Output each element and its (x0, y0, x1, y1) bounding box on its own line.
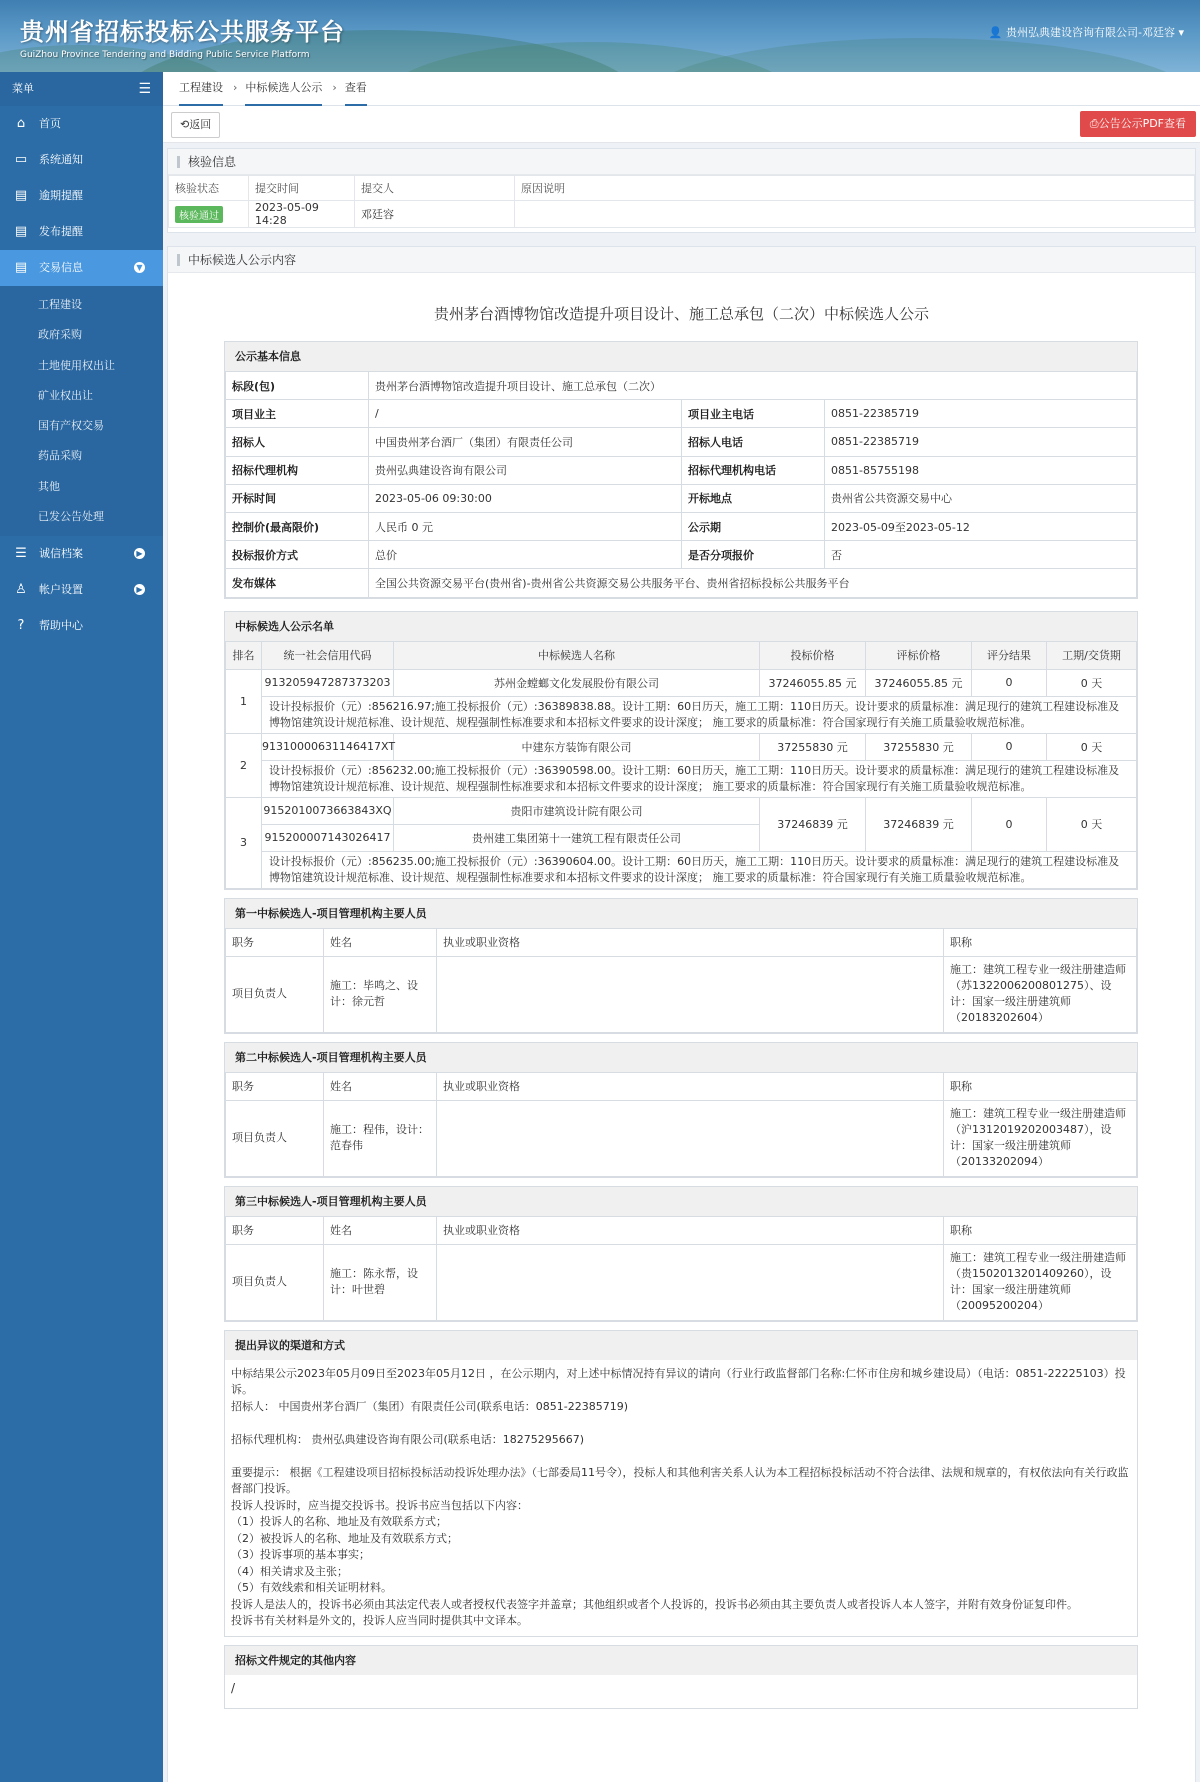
table-row (226, 733, 1137, 760)
info-label: 公示期 (682, 512, 825, 540)
sidebar-item-label: 交易信息 (39, 261, 83, 274)
info-label: 招标人电话 (682, 428, 825, 456)
sidebar-subitem-drug-procurement[interactable]: 药品采购 (38, 449, 82, 463)
other-content-heading: 招标文件规定的其他内容 (225, 1645, 1137, 1675)
cand-period: 0 天 (1047, 669, 1137, 696)
objection-line: 投诉人是法人的，投诉书必须由其法定代表人或者授权代表签字并盖章；其他组织或者个人投诉的，投诉书必须由其主要负责人或者投诉人本人签字，并附有效身份证复印件。 (231, 1597, 1078, 1611)
sidebar-item-help-center[interactable] (0, 608, 163, 644)
cand-header: 评分结果 (972, 641, 1047, 669)
info-value: 中国贵州茅台酒厂（集团）有限责任公司 (369, 428, 682, 456)
site-logo[interactable] (20, 12, 345, 60)
info-value: 贵州茅台酒博物馆改造提升项目设计、施工总承包（二次） (369, 372, 1137, 400)
user-menu[interactable]: 👤 贵州弘典建设咨询有限公司-邓廷容 ▾ (988, 26, 1184, 39)
objection-line (231, 1415, 1131, 1432)
verify-panel (167, 148, 1196, 233)
sidebar-item-trade-info[interactable] (0, 250, 163, 286)
table-row (226, 400, 1137, 428)
trade-info-submenu (0, 286, 163, 536)
sidebar (0, 72, 163, 1782)
info-value: 否 (825, 541, 1137, 569)
sidebar-item-label: 帮助中心 (39, 619, 83, 633)
sidebar-subitem-published-handling[interactable]: 已发公告处理 (38, 510, 104, 524)
basic-info-table (225, 371, 1137, 598)
list-icon: ▤ (14, 224, 28, 239)
verify-header-submitter: 提交人 (355, 176, 515, 201)
breadcrumb-candidate-notice[interactable]: 中标候选人公示 (245, 72, 322, 106)
pm-name: 施工：程伟，设计：范春伟 (324, 1100, 437, 1176)
cand-description: 设计投标报价（元）:856235.00;施工投标报价（元）:36390604.00。设计工期：60日历天，施工工期：110日历天。设计要求的质量标准：满足现行的建筑工程建设标准及博物馆建筑设计规范标准、设计规范、规程强制性标准要求和本招标文件要求的设计深度； 施工要求的质量标准：符合国家现行有关施工质量验收规范标准。 (262, 851, 1137, 888)
cand-rank: 2 (226, 733, 262, 797)
pm-heading: 第三中标候选人-项目管理机构主要人员 (225, 1186, 1137, 1216)
table-row (226, 669, 1137, 696)
sidebar-subitem-gov-procurement[interactable]: 政府采购 (38, 328, 82, 342)
pm-header: 姓名 (324, 1072, 437, 1100)
table-row (226, 760, 1137, 797)
breadcrumb-engineering[interactable]: 工程建设 (179, 72, 223, 106)
table-row (226, 569, 1137, 597)
objection-line: 招标代理机构： 贵州弘典建设咨询有限公司(联系电话：18275295667) (231, 1432, 585, 1446)
cand-header: 排名 (226, 641, 262, 669)
sidebar-item-label: 逾期提醒 (39, 189, 83, 202)
sidebar-subitem-state-property[interactable]: 国有产权交易 (38, 419, 104, 433)
pm-role: 项目负责人 (226, 1244, 324, 1320)
table-row (226, 1100, 1137, 1176)
pm-title: 施工：建筑工程专业一级注册建造师（沪1312019202003487），设计：国家一级注册建筑师（20133202094） (944, 1100, 1137, 1176)
sidebar-item-label: 首页 (39, 117, 61, 130)
sidebar-item-overdue-reminder[interactable] (0, 178, 163, 214)
sidebar-item-label: 帐户设置 (39, 583, 83, 597)
pm-table (225, 928, 1137, 1033)
verify-submitter: 邓廷容 (355, 201, 515, 228)
other-content-section (224, 1645, 1138, 1709)
menu-toggle-icon[interactable]: ☰ (138, 81, 151, 97)
table-row (226, 428, 1137, 456)
cand-bid-price: 37246055.85 元 (760, 669, 866, 696)
pm-title: 施工：建筑工程专业一级注册建造师（贵1502013201409260），设计：国家一级注册建筑师（20095200204） (944, 1244, 1137, 1320)
cand-name: 贵州建工集团第十一建筑工程有限责任公司 (394, 824, 760, 851)
user-icon: ♙ (15, 582, 27, 598)
notice-title: 贵州茅台酒博物馆改造提升项目设计、施工总承包（二次）中标候选人公示 (433, 305, 929, 323)
pm-header: 执业或职业资格 (437, 1072, 944, 1100)
info-value: 总价 (369, 541, 682, 569)
sidebar-subitem-engineering[interactable]: 工程建设 (38, 298, 82, 311)
info-label: 开标地点 (682, 484, 825, 512)
pm-heading: 第一中标候选人-项目管理机构主要人员 (225, 898, 1137, 928)
list-icon: ▤ (14, 260, 28, 275)
verify-time: 2023-05-09 14:28 (249, 201, 355, 228)
home-icon: ⌂ (16, 116, 26, 131)
info-value: 2023-05-09至2023-05-12 (825, 512, 1137, 540)
cand-rank: 1 (226, 669, 262, 733)
objection-line: 中标结果公示2023年05月09日至2023年05月12日 ，在公示期内，对上述中标情况持有异议的请向（行业行政监督部门名称:仁怀市住房和城乡建设局）（电话：0851-22225103）投诉。 (231, 1366, 1126, 1396)
pm-section-3 (224, 1186, 1138, 1322)
cand-period: 0 天 (1047, 797, 1137, 851)
verify-header-status: 核验状态 (169, 176, 249, 201)
verify-status-cell (169, 201, 249, 228)
pm-header: 职称 (944, 1072, 1137, 1100)
objection-heading: 提出异议的渠道和方式 (225, 1330, 1137, 1360)
table-row (226, 456, 1137, 484)
cand-name: 贵阳市建筑设计院有限公司 (394, 797, 760, 824)
pm-section-2 (224, 1042, 1138, 1178)
info-label: 项目业主 (226, 400, 369, 428)
toolbar (163, 106, 1200, 143)
pm-table (225, 1216, 1137, 1321)
pm-qualification (437, 1244, 944, 1320)
table-row (226, 512, 1137, 540)
basic-info-heading: 公示基本信息 (225, 341, 1137, 371)
verify-header-time: 提交时间 (249, 176, 355, 201)
sidebar-item-label: 发布提醒 (39, 225, 83, 238)
basic-info-section (224, 341, 1138, 599)
cand-code: 915200007143026417 (262, 824, 394, 851)
verify-header-reason: 原因说明 (515, 176, 1195, 201)
monitor-icon: ▭ (14, 152, 28, 167)
page-header (0, 0, 1200, 72)
cand-header: 投标价格 (760, 641, 866, 669)
cand-description: 设计投标报价（元）:856216.97;施工投标报价（元）:36389838.88。设计工期：60日历天，施工工期：110日历天。设计要求的质量标准：满足现行的建筑工程建设标准及博物馆建筑设计规范标准、设计规范、规程强制性标准要求和本招标文件要求的设计深度； 施工要求的质量标准：符合国家现行有关施工质量验收规范标准。 (262, 696, 1137, 733)
table-row (226, 956, 1137, 1032)
back-button[interactable]: ⟲返回 (171, 112, 220, 138)
pm-header: 职称 (944, 928, 1137, 956)
chevron-right-icon: › (233, 81, 238, 94)
status-badge: 核验通过 (175, 206, 223, 223)
sidebar-subitem-other[interactable]: 其他 (38, 479, 60, 493)
pm-header: 职务 (226, 1216, 324, 1244)
info-value: 0851-85755198 (825, 456, 1137, 484)
cand-eval-price: 37255830 元 (866, 733, 972, 760)
candidates-heading: 中标候选人公示名单 (225, 611, 1137, 641)
objection-section (224, 1330, 1138, 1637)
info-value: 人民币 0 元 (369, 512, 682, 540)
table-row (226, 696, 1137, 733)
info-label: 发布媒体 (226, 569, 369, 597)
verify-table (168, 175, 1195, 228)
table-row (226, 372, 1137, 400)
site-title: 贵州省招标投标公共服务平台 (20, 18, 345, 46)
notice-content-title: 中标候选人公示内容 (168, 247, 1195, 273)
pm-table (225, 1072, 1137, 1177)
sidebar-item-account-settings[interactable] (0, 572, 163, 608)
table-row (226, 541, 1137, 569)
pm-header: 职务 (226, 928, 324, 956)
pm-heading: 第二中标候选人-项目管理机构主要人员 (225, 1042, 1137, 1072)
sidebar-item-label: 系统通知 (39, 153, 83, 166)
objection-line: 投诉人投诉时，应当提交投诉书。投诉书应当包括以下内容： (231, 1498, 528, 1512)
pdf-view-button[interactable]: ⎙公告公示PDF查看 (1080, 111, 1196, 137)
menu-header (0, 72, 163, 106)
info-value: 贵州弘典建设咨询有限公司 (369, 456, 682, 484)
list-icon: ☰ (15, 546, 27, 562)
sidebar-item-credit-archive[interactable] (0, 536, 163, 572)
cand-bid-price: 37255830 元 (760, 733, 866, 760)
objection-line: （2）被投诉人的名称、地址及有效联系方式； (231, 1531, 458, 1545)
pm-header: 执业或职业资格 (437, 1216, 944, 1244)
main-content (163, 72, 1200, 1782)
objection-line: （1）投诉人的名称、地址及有效联系方式； (231, 1515, 447, 1528)
table-row (226, 1244, 1137, 1320)
pm-name: 施工：陈永帮，设计：叶世碧 (324, 1244, 437, 1320)
info-label: 招标代理机构 (226, 456, 369, 484)
notice-content-panel (167, 246, 1196, 1782)
sidebar-item-label: 诚信档案 (39, 547, 83, 561)
chevron-right-icon: ▶ (134, 584, 145, 595)
pm-role: 项目负责人 (226, 956, 324, 1032)
chevron-right-icon: › (332, 81, 337, 94)
cand-score: 0 (972, 797, 1047, 851)
pm-title: 施工：建筑工程专业一级注册建造师（苏1322006200801275）、设计：国家一级注册建筑师（20183202604） (944, 956, 1137, 1032)
objection-line: 重要提示： 根据《工程建设项目招标投标活动投诉处理办法》（七部委局11号令），投标人和其他利害关系人认为本工程招标投标活动不符合法律、法规和规章的，有权依法向有关行政监督部门投诉。 (231, 1465, 1129, 1495)
table-row (226, 797, 1137, 824)
table-row (226, 851, 1137, 888)
sidebar-subitem-mining-rights[interactable]: 矿业权出让 (38, 388, 93, 402)
pm-header: 职务 (226, 1072, 324, 1100)
pm-section-1 (224, 898, 1138, 1034)
cand-code: 9152010073663843XQ (262, 797, 394, 824)
objection-line: （4）相关请求及主张； (231, 1564, 348, 1578)
other-content-value: / (231, 1680, 236, 1695)
verify-panel-title: 核验信息 (168, 149, 1195, 175)
pm-qualification (437, 1100, 944, 1176)
info-value: 0851-22385719 (825, 400, 1137, 428)
objection-line: 投诉书有关材料是外文的，投诉人应当同时提供其中文译本。 (231, 1614, 528, 1627)
cand-eval-price: 37246839 元 (866, 797, 972, 851)
pm-name: 施工：毕鸣之、设计：徐元哲 (324, 956, 437, 1032)
info-value: 贵州省公共资源交易中心 (825, 484, 1137, 512)
info-label: 是否分项报价 (682, 541, 825, 569)
pm-role: 项目负责人 (226, 1100, 324, 1176)
cand-code: 91310000631146417XT (262, 733, 394, 760)
info-label: 招标代理机构电话 (682, 456, 825, 484)
cand-score: 0 (972, 669, 1047, 696)
pm-header: 职称 (944, 1216, 1137, 1244)
objection-text (225, 1360, 1137, 1636)
cand-period: 0 天 (1047, 733, 1137, 760)
help-icon: ? (17, 618, 25, 634)
breadcrumb (163, 72, 1200, 106)
cand-header: 中标候选人名称 (394, 641, 760, 669)
pm-header: 执业或职业资格 (437, 928, 944, 956)
info-label: 开标时间 (226, 484, 369, 512)
sidebar-item-home[interactable] (0, 106, 163, 142)
info-label: 招标人 (226, 428, 369, 456)
cand-eval-price: 37246055.85 元 (866, 669, 972, 696)
objection-line: （3）投诉事项的基本事实； (231, 1548, 370, 1561)
chevron-right-icon: ▶ (134, 548, 145, 559)
pm-qualification (437, 956, 944, 1032)
info-value: 2023-05-06 09:30:00 (369, 484, 682, 512)
cand-header: 工期/交货期 (1047, 641, 1137, 669)
menu-label: 菜单 (12, 82, 34, 95)
breadcrumb-view[interactable]: 查看 (345, 72, 367, 106)
cand-bid-price: 37246839 元 (760, 797, 866, 851)
info-label: 项目业主电话 (682, 400, 825, 428)
table-row (226, 484, 1137, 512)
cand-name: 苏州金螳螂文化发展股份有限公司 (394, 669, 760, 696)
pm-header: 姓名 (324, 928, 437, 956)
info-value: 0851-22385719 (825, 428, 1137, 456)
objection-line: （5）有效线索和相关证明材料。 (231, 1581, 392, 1594)
pm-header: 姓名 (324, 1216, 437, 1244)
sidebar-subitem-land-transfer[interactable]: 土地使用权出让 (38, 358, 115, 372)
sidebar-item-system-notice[interactable] (0, 142, 163, 178)
cand-header: 统一社会信用代码 (262, 641, 394, 669)
cand-score: 0 (972, 733, 1047, 760)
verify-reason (515, 201, 1195, 228)
info-label: 控制价(最高限价) (226, 512, 369, 540)
cand-header: 评标价格 (866, 641, 972, 669)
chevron-down-icon: ▼ (134, 262, 145, 273)
info-value: / (369, 400, 682, 428)
objection-line: 招标人： 中国贵州茅台酒厂（集团）有限责任公司(联系电话：0851-22385719) (231, 1399, 629, 1413)
cand-code: 913205947287373203 (262, 669, 394, 696)
cand-name: 中建东方装饰有限公司 (394, 733, 760, 760)
info-label: 投标报价方式 (226, 541, 369, 569)
candidates-table (225, 641, 1137, 889)
sidebar-item-publish-reminder[interactable] (0, 214, 163, 250)
objection-line (231, 1448, 1131, 1465)
cand-description: 设计投标报价（元）:856232.00;施工投标报价（元）:36390598.00。设计工期：60日历天，施工工期：110日历天。设计要求的质量标准：满足现行的建筑工程建设标准及博物馆建筑设计规范标准、设计规范、规程强制性标准要求和本招标文件要求的设计深度； 施工要求的质量标准：符合国家现行有关施工质量验收规范标准。 (262, 760, 1137, 797)
info-value: 全国公共资源交易平台(贵州省)-贵州省公共资源交易公共服务平台、贵州省招标投标公共服务平台 (369, 569, 1137, 597)
list-icon: ▤ (14, 188, 28, 203)
cand-rank: 3 (226, 797, 262, 888)
candidates-section (224, 611, 1138, 890)
info-label: 标段(包) (226, 372, 369, 400)
site-subtitle: GuiZhou Province Tendering and Bidding Public Service Platform (20, 50, 310, 60)
